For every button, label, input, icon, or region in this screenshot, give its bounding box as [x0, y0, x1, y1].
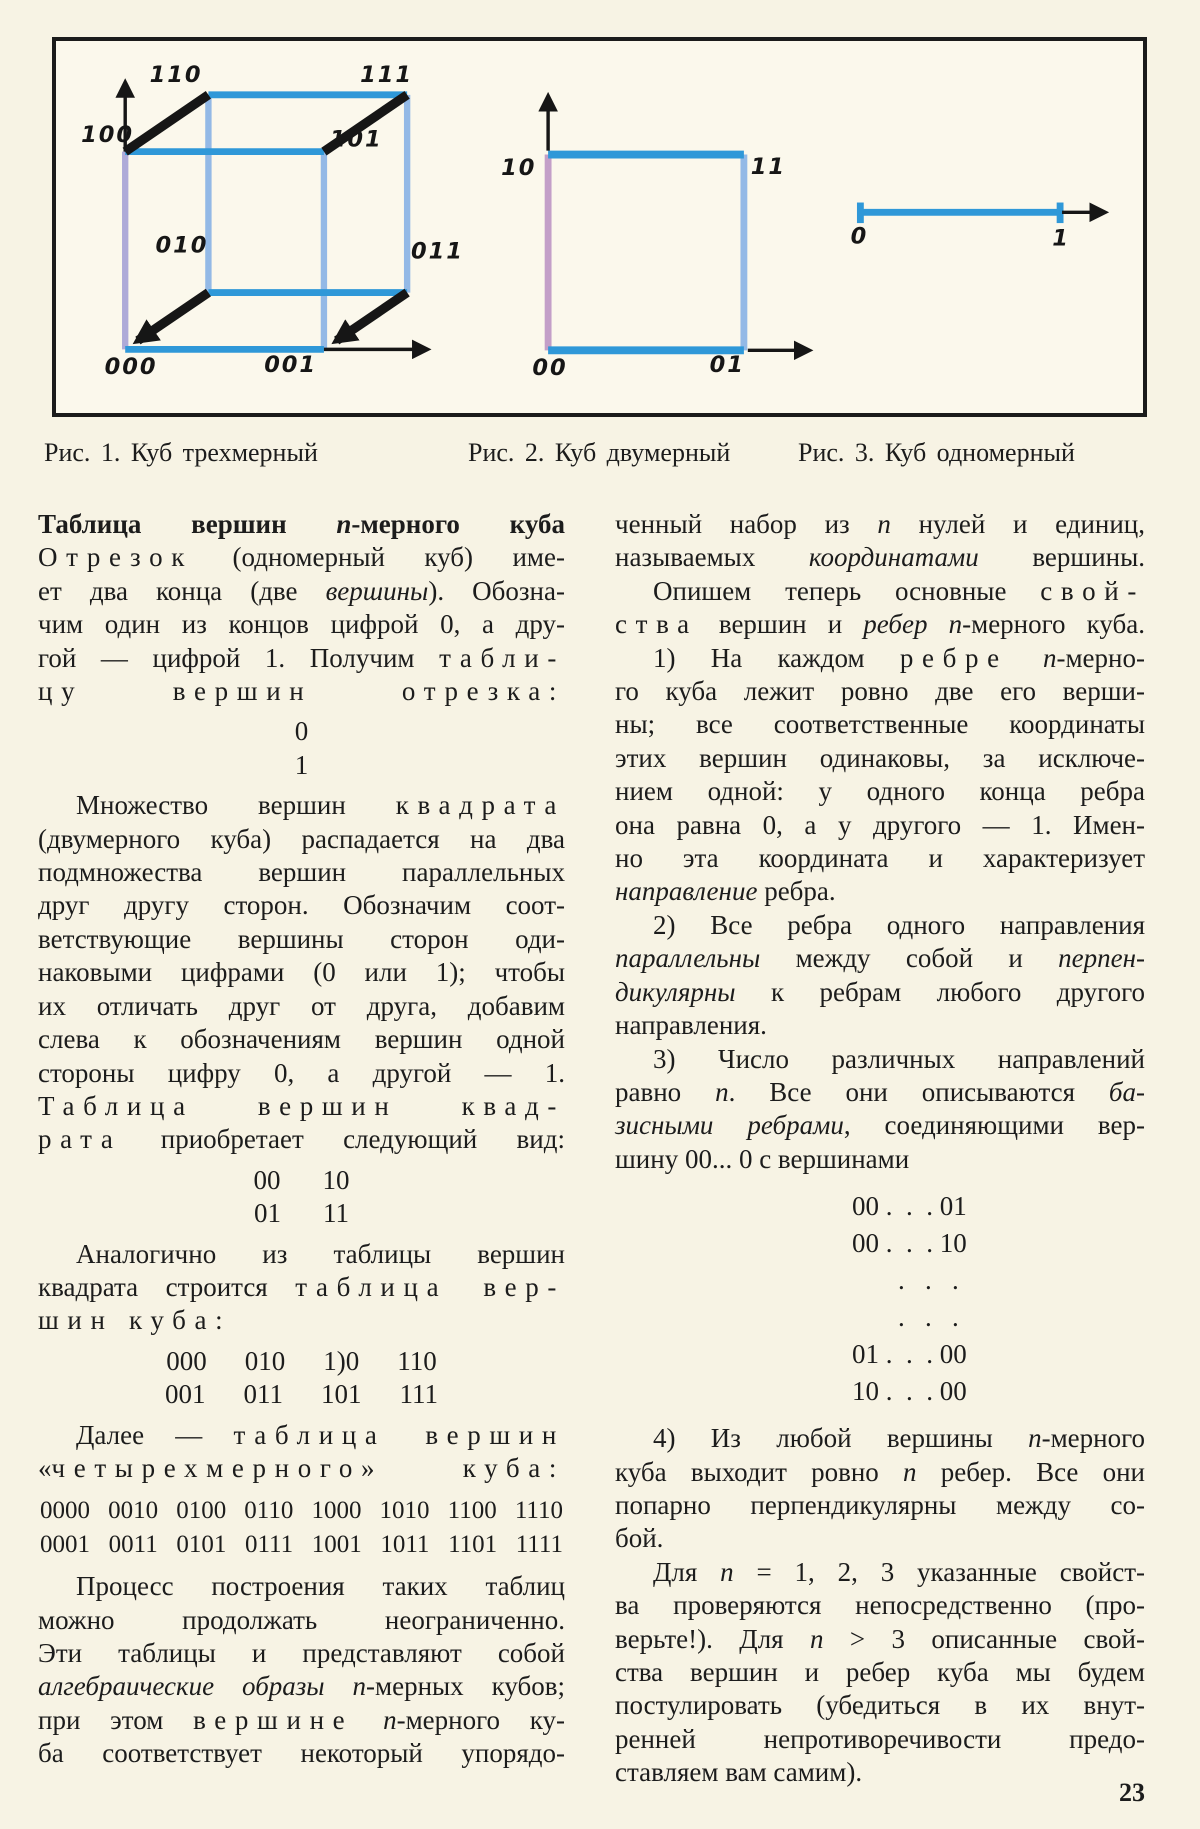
text-line: [38, 889, 565, 922]
text-segment: зисными ребрами: [615, 1110, 844, 1141]
text-segment: ). Обозна-: [428, 575, 565, 606]
text-segment: направления.: [615, 1010, 767, 1041]
basis-edge-row: . . .: [898, 1302, 959, 1333]
basis-edge-row: 00 . . . 01: [852, 1191, 967, 1222]
text-segment: вершине: [193, 1704, 354, 1735]
text-segment: n: [877, 509, 891, 539]
vertex-value: 0101: [176, 1530, 227, 1558]
caption-fig1: Рис. 1. Куб трехмерный: [44, 438, 318, 467]
vertex-value: 1110: [514, 1497, 563, 1525]
text-line: [38, 1637, 565, 1670]
vertex-value: 0100: [176, 1497, 227, 1525]
text-segment: она равна 0, а у другого — 1. Имен-: [615, 809, 1145, 840]
text-segment: ет два конца (две: [38, 575, 326, 606]
text-line: [615, 541, 1145, 574]
text-segment: n: [903, 1456, 917, 1487]
text-line: [38, 1670, 565, 1703]
vertex-value: 110: [397, 1345, 437, 1376]
paragraph: [38, 1570, 565, 1770]
figure-frame: [52, 37, 1147, 417]
text-segment: [928, 609, 949, 639]
vertex-value: 011: [243, 1379, 283, 1410]
text-segment: верьте!). Для: [615, 1623, 810, 1654]
text-segment: = 1, 2, 3 указанные свойст-: [733, 1556, 1145, 1587]
text-segment: 4) Из любой вершины: [653, 1423, 1029, 1454]
text-segment: -мерного ку-: [396, 1704, 565, 1735]
basis-edge-row: 00 . . . 10: [852, 1228, 967, 1259]
text-line: [615, 1143, 1145, 1176]
vertex-value: 101: [321, 1379, 362, 1410]
vertex-label-10: 10: [501, 155, 537, 182]
text-segment: Множество вершин: [76, 790, 396, 821]
text-segment: Опишем теперь основные: [653, 575, 1041, 606]
text-segment: ветствующие вершины сторон оди-: [38, 923, 565, 954]
text-line: [38, 541, 565, 574]
text-line: [615, 875, 1145, 908]
text-segment: -мерного куба: [351, 509, 565, 539]
text-line: [615, 942, 1145, 975]
text-segment: Таблица вершин квад-: [38, 1090, 565, 1121]
text-segment: наковыми цифрами (0 или 1); чтобы: [38, 957, 565, 988]
text-line: [615, 775, 1145, 808]
text-segment: шин куба:: [38, 1305, 232, 1336]
text-line: [38, 823, 565, 856]
text-segment: (одномерный куб) име-: [193, 542, 565, 573]
text-segment: Процесс построения таких таблиц: [76, 1571, 565, 1602]
text-line: [615, 1623, 1145, 1656]
text-line: [38, 1570, 565, 1603]
text-line: [615, 642, 1145, 675]
caption-fig2: Рис. 2. Куб двумерный: [468, 438, 731, 467]
text-line: [615, 976, 1145, 1009]
caption-fig3: Рис. 3. Куб одномерный: [798, 438, 1075, 467]
text-segment: ны; все соответственные координаты: [615, 709, 1145, 740]
text-segment: 2) Все ребра одного направления: [653, 909, 1145, 940]
text-line: [615, 1689, 1145, 1722]
figures-canvas: [56, 41, 1143, 413]
text-segment: ба-: [1108, 1076, 1145, 1107]
text-segment: таблица вершин: [233, 1419, 565, 1450]
basis-edges-list: [852, 1188, 1145, 1410]
text-segment: Эти таблицы и представляют собой: [38, 1638, 565, 1668]
text-segment: стороны цифру 0, а другой — 1.: [38, 1057, 565, 1088]
text-segment: -мерного: [1041, 1423, 1145, 1454]
paragraph: [615, 909, 1145, 1043]
text-line: [615, 742, 1145, 775]
basis-edge-row: 10 . . . 00: [852, 1376, 967, 1407]
vertex-table: [38, 1494, 565, 1561]
text-line: [615, 1589, 1145, 1622]
vertex-value: 010: [244, 1345, 286, 1376]
text-line: [38, 1452, 565, 1485]
text-segment: рата: [38, 1124, 122, 1155]
text-segment: друг другу сторон. Обозначим соот-: [38, 890, 565, 921]
text-segment: чим один из концов цифрой 0, а дру-: [38, 609, 565, 640]
vertex-table-row: [38, 1345, 565, 1378]
text-segment: ченный набор из: [615, 509, 878, 539]
text-segment: бой.: [615, 1523, 664, 1554]
vertex-label-11: 11: [750, 154, 786, 181]
paragraph: [38, 1419, 565, 1486]
text-segment: квадрата: [395, 790, 565, 821]
text-segment: к ребрам любого другого: [735, 976, 1145, 1007]
text-segment: вершин и: [697, 609, 864, 640]
text-segment: ва проверяются непосредственно (про-: [615, 1590, 1145, 1621]
text-line: [615, 708, 1145, 741]
vertex-value: 10: [322, 1164, 350, 1195]
text-segment: нием одной: у одного конца ребра: [615, 776, 1145, 807]
text-line: [38, 923, 565, 956]
text-segment: нулей и единиц,: [890, 509, 1145, 539]
text-segment: . Все они описываются: [728, 1076, 1109, 1107]
figure-2d-cube: [501, 96, 809, 381]
text-segment: ребра.: [757, 876, 836, 907]
vertex-label-110: 110: [149, 62, 203, 89]
text-line: [38, 956, 565, 989]
text-line: [38, 789, 565, 822]
basis-edge-row: . . .: [898, 1265, 959, 1296]
vertex-label-011: 011: [411, 238, 464, 265]
vertex-value: 0110: [244, 1497, 294, 1525]
text-line: [38, 1123, 565, 1156]
text-segment: Таблица вершин: [38, 509, 337, 539]
text-segment: ства: [615, 609, 698, 640]
paragraph: [38, 789, 565, 1156]
text-segment: координатами: [808, 542, 979, 573]
vertex-value: 1001: [311, 1530, 362, 1558]
text-line: [38, 508, 565, 541]
text-line: [615, 508, 1145, 541]
text-segment: постулировать (убедиться в их внут-: [615, 1690, 1145, 1721]
text-line: [38, 642, 565, 675]
text-segment: их отличать друг от друга, добавим: [38, 990, 565, 1021]
text-segment: -мерно-: [1056, 642, 1145, 673]
text-segment: этих вершин одинаковы, за исключе-: [615, 742, 1145, 773]
paragraph: [615, 642, 1145, 909]
text-segment: n: [1028, 1423, 1042, 1454]
text-segment: перпен-: [1058, 943, 1145, 974]
text-segment: между собой и: [760, 943, 1059, 974]
text-line: [615, 1009, 1145, 1042]
text-segment: алгебраические образы n: [38, 1671, 367, 1702]
text-segment: квадрата строится: [38, 1271, 296, 1302]
text-segment: »: [361, 1452, 463, 1483]
text-segment: 3) Число различных направлений: [653, 1043, 1145, 1074]
vertex-table-row: [38, 749, 565, 782]
paragraph: [615, 575, 1145, 642]
text-line: [615, 1522, 1145, 1555]
text-line: [38, 856, 565, 889]
text-segment: -мерных кубов;: [366, 1671, 565, 1702]
text-segment: -мерного куба.: [962, 609, 1146, 640]
vertex-table: [38, 1164, 565, 1231]
vertex-label-000: 000: [104, 353, 158, 380]
text-segment: ребер. Все они: [916, 1456, 1145, 1487]
text-segment: четырехмерного: [51, 1452, 362, 1483]
text-segment: шину 00... 0 с вершинами: [615, 1143, 910, 1174]
text-segment: ставляем вам самим).: [615, 1757, 863, 1788]
page-number: 23: [1119, 1778, 1145, 1807]
text-segment: го куба лежит ровно две его верши-: [615, 676, 1145, 707]
text-segment: Для: [653, 1556, 721, 1587]
paragraph: [38, 541, 565, 708]
text-segment: n: [809, 1623, 824, 1654]
basis-edge-row: 01 . . . 00: [852, 1339, 967, 1370]
text-line: [615, 1489, 1145, 1522]
vertex-value: 1011: [380, 1530, 430, 1558]
text-line: [615, 1456, 1145, 1489]
text-line: [615, 1723, 1145, 1756]
vertex-value: 1000: [311, 1497, 362, 1525]
text-line: [38, 1057, 565, 1090]
text-line: [38, 1304, 565, 1337]
vertex-value: 0: [294, 716, 309, 747]
vertex-label-010: 010: [155, 232, 209, 259]
text-segment: 1) На каждом: [653, 642, 900, 673]
paragraph: [38, 1238, 565, 1338]
text-segment: вершины.: [978, 542, 1145, 573]
text-line: [615, 575, 1145, 608]
vertex-label-100: 100: [81, 121, 134, 148]
right-column: [615, 508, 1145, 1790]
text-segment: [1008, 643, 1043, 673]
vertex-value: 1101: [448, 1530, 498, 1558]
text-line: [615, 608, 1145, 641]
vertex-value: 111: [399, 1379, 438, 1410]
text-line: [38, 1238, 565, 1271]
text-segment: [353, 1705, 383, 1735]
text-segment: направление: [615, 876, 758, 907]
vertex-table-row: [38, 1164, 565, 1197]
text-segment: свой-: [1040, 575, 1145, 606]
text-segment: Аналогично из таблицы вершин: [76, 1238, 565, 1269]
text-segment: гой — цифрой 1. Получим: [38, 642, 440, 673]
vertex-label-001: 001: [264, 351, 318, 378]
text-segment: «: [38, 1452, 52, 1483]
vertex-label-00: 00: [532, 354, 568, 381]
text-line: [615, 1656, 1145, 1689]
vertex-value: 0111: [244, 1530, 294, 1558]
paragraph: [615, 1556, 1145, 1790]
text-line: [38, 1737, 565, 1770]
text-line: [38, 990, 565, 1023]
text-line: [38, 1271, 565, 1304]
text-line: [615, 909, 1145, 942]
text-segment: вершины: [325, 575, 429, 606]
text-line: [38, 575, 565, 608]
vertex-table-row: [38, 1378, 565, 1411]
vertex-value: 0001: [40, 1530, 90, 1558]
text-segment: (двумерного куба) распадается на два: [38, 823, 565, 854]
text-line: [615, 809, 1145, 842]
point-label-1: 1: [1052, 225, 1070, 252]
text-line: [615, 675, 1145, 708]
text-segment: куба:: [462, 1452, 565, 1483]
text-segment: можно продолжать неограниченно.: [38, 1604, 565, 1635]
vertex-value: 0011: [108, 1530, 158, 1558]
text-line: [615, 1043, 1145, 1076]
vertex-value: 0000: [40, 1497, 90, 1525]
text-segment: дикулярны: [615, 976, 736, 1007]
vertex-label-101: 101: [329, 126, 383, 153]
vertex-value: 00: [253, 1164, 281, 1195]
left-column: [38, 508, 565, 1771]
text-line: [38, 1419, 565, 1452]
figure-3d-cube: [81, 62, 464, 380]
vertex-table-row: [38, 715, 565, 748]
text-segment: табли-: [439, 642, 565, 673]
vertex-value: 000: [166, 1345, 207, 1376]
text-segment: подмножества вершин параллельных: [38, 857, 565, 888]
text-segment: равно: [615, 1076, 716, 1107]
text-line: [38, 675, 565, 708]
text-line: [615, 1109, 1145, 1142]
text-segment: куба выходит ровно: [615, 1456, 904, 1487]
point-label-0: 0: [850, 223, 869, 250]
text-segment: n: [948, 609, 963, 640]
text-line: [38, 608, 565, 641]
vertex-value: 11: [323, 1198, 349, 1229]
text-line: [615, 1076, 1145, 1109]
text-segment: n: [383, 1704, 397, 1735]
paragraph: [615, 508, 1145, 575]
text-line: [38, 1090, 565, 1123]
vertex-label-01: 01: [709, 351, 745, 378]
vertex-table-row: [38, 1494, 565, 1527]
text-segment: ба соответствует некоторый упорядо-: [38, 1738, 565, 1769]
text-line: [615, 1422, 1145, 1455]
text-segment: приобретает следующий вид:: [121, 1124, 565, 1155]
text-segment: при этом: [38, 1704, 194, 1735]
text-line: [38, 1604, 565, 1637]
vertex-value: 1)0: [323, 1345, 360, 1376]
text-segment: Отрезок: [38, 542, 194, 573]
vertex-value: 1010: [379, 1497, 430, 1525]
vertex-value: 1100: [447, 1497, 497, 1525]
text-segment: таблица вер-: [295, 1271, 565, 1302]
text-segment: ребер: [863, 609, 928, 640]
text-line: [615, 1556, 1145, 1589]
text-segment: n: [336, 509, 352, 539]
text-segment: называемых: [615, 542, 809, 573]
text-line: [615, 842, 1145, 875]
vertex-table: [38, 1345, 565, 1412]
text-segment: n: [720, 1556, 734, 1587]
text-segment: , соединяющими вер-: [843, 1110, 1145, 1141]
text-segment: слева к обозначениям вершин одной: [38, 1024, 565, 1055]
vertex-table-row: [38, 1197, 565, 1230]
text-line: [38, 1023, 565, 1056]
text-segment: цу вершин отрезка:: [38, 676, 565, 707]
vertex-value: 1: [294, 749, 309, 780]
section-heading: [38, 508, 565, 541]
text-segment: ребре: [899, 642, 1008, 673]
vertex-table-row: [38, 1528, 565, 1561]
vertex-value: 001: [165, 1379, 206, 1410]
text-segment: параллельны: [615, 943, 761, 974]
text-segment: > 3 описанные свой-: [823, 1623, 1146, 1654]
paragraph: [615, 1422, 1145, 1556]
text-segment: ренней непротиворечивости предо-: [615, 1723, 1145, 1754]
vertex-value: 01: [254, 1198, 281, 1229]
paragraph: [615, 1043, 1145, 1177]
text-segment: попарно перпендикулярны между со-: [615, 1489, 1145, 1520]
text-segment: но эта координата и характеризует: [615, 843, 1145, 874]
text-segment: ства вершин и ребер куба мы будем: [615, 1656, 1145, 1687]
text-segment: n: [1042, 642, 1057, 673]
text-segment: Далее —: [76, 1419, 234, 1450]
vertex-value: 0010: [108, 1497, 159, 1525]
text-line: [38, 1704, 565, 1737]
vertex-table: [38, 715, 565, 782]
vertex-value: 1111: [515, 1530, 563, 1558]
figure-1d-cube: [851, 203, 1106, 252]
text-segment: n: [715, 1076, 729, 1107]
vertex-label-111: 111: [360, 62, 413, 89]
